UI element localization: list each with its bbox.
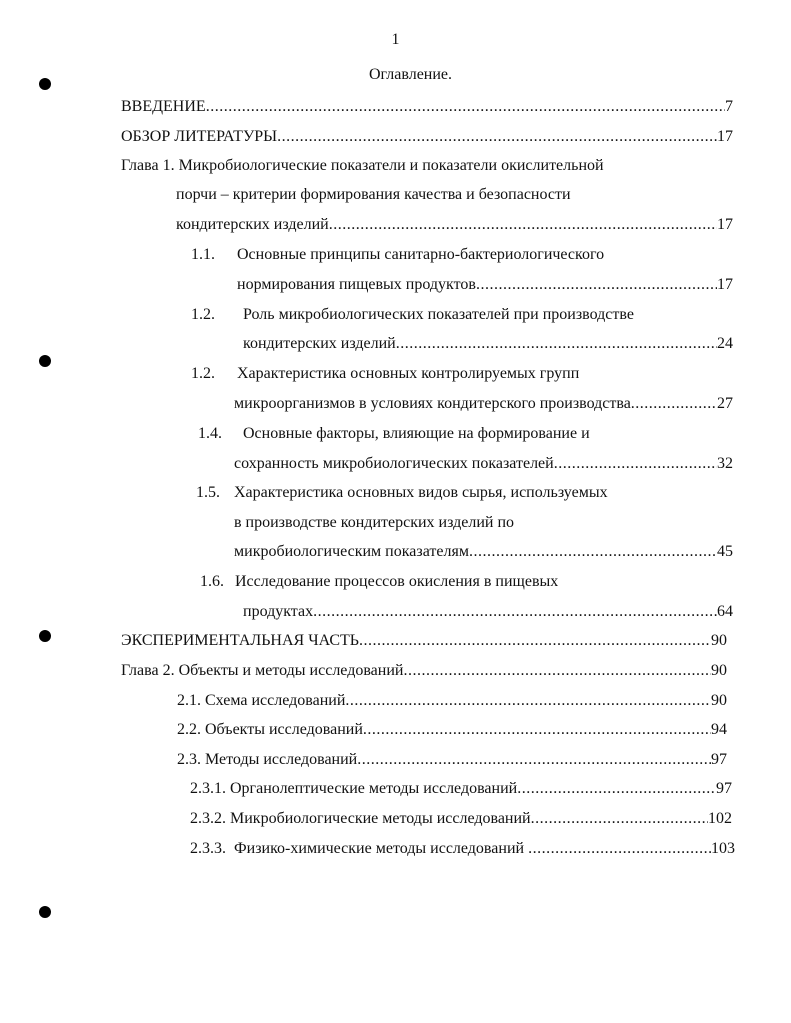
page-number: 1	[391, 31, 400, 48]
toc-title: Оглавление.	[368, 66, 453, 83]
toc-entry-text: Роль микробиологических показателей при производстве	[243, 306, 634, 323]
leader-dots	[359, 630, 711, 652]
leader-dots	[469, 541, 717, 563]
toc-entry-text: ОБЗОР ЛИТЕРАТУРЫ	[121, 128, 278, 145]
punch-hole-mark	[39, 355, 51, 367]
toc-entry-page: 97	[716, 780, 732, 797]
toc-entry	[196, 482, 608, 504]
toc-entry	[176, 214, 733, 236]
toc-entry-text: нормирования пищевых продуктов	[237, 276, 476, 293]
toc-entry	[121, 126, 733, 148]
toc-entry-text: ВВЕДЕНИЕ	[121, 98, 206, 115]
toc-entry	[121, 96, 733, 118]
toc-entry	[243, 333, 733, 355]
toc-entry	[121, 630, 727, 652]
leader-dots	[517, 778, 716, 800]
toc-entry-text: Характеристика основных контролируемых групп	[237, 365, 580, 382]
toc-entry-text: кондитерских изделий	[243, 335, 396, 352]
toc-entry-page: 27	[717, 395, 733, 412]
toc-entry-text: кондитерских изделий	[176, 216, 329, 233]
toc-entry-text: 2.3.2. Микробиологические методы исследований	[190, 810, 531, 827]
punch-hole-mark	[39, 906, 51, 918]
toc-entry	[243, 601, 733, 623]
toc-entry-text: порчи – критерии формирования качества и безопасности	[176, 186, 571, 203]
leader-dots	[277, 126, 717, 148]
toc-entry-text: Глава 2. Объекты и методы исследований	[121, 662, 404, 679]
leader-dots	[396, 333, 717, 355]
toc-entry	[234, 393, 733, 415]
toc-entry	[234, 453, 733, 475]
leader-dots	[476, 274, 717, 296]
toc-entry-text: Глава 1. Микробиологические показатели и показатели окислительной	[121, 157, 604, 174]
toc-entry-number: 1.4.	[198, 425, 222, 442]
toc-entry	[190, 838, 735, 860]
toc-entry-text: продуктах	[243, 603, 314, 620]
leader-dots	[206, 96, 725, 118]
toc-entry	[177, 719, 727, 741]
toc-entry	[190, 778, 732, 800]
leader-dots	[329, 214, 717, 236]
toc-entry-text: 2.1. Схема исследований	[177, 692, 346, 709]
toc-entry-page: 32	[717, 455, 733, 472]
toc-entry-page: 17	[717, 216, 733, 233]
leader-dots	[357, 749, 711, 771]
toc-entry-page: 90	[711, 632, 727, 649]
toc-entry-text: Характеристика основных видов сырья, используемых	[234, 484, 608, 501]
toc-entry-text: ЭКСПЕРИМЕНТАЛЬНАЯ ЧАСТЬ	[121, 632, 359, 649]
toc-entry-page: 90	[711, 692, 727, 709]
toc-entry-number: 1.2.	[191, 365, 215, 382]
toc-entry-page: 17	[717, 128, 733, 145]
toc-entry-page: 102	[708, 810, 732, 827]
toc-entry-text: Исследование процессов окисления в пищевых	[235, 573, 559, 590]
leader-dots	[554, 453, 717, 475]
toc-entry	[200, 571, 558, 593]
toc-entry-number: 1.1.	[191, 246, 215, 263]
toc-entry-page: 94	[711, 721, 727, 738]
toc-entry-text: 2.3.1. Органолептические методы исследований	[190, 780, 518, 797]
toc-entry-page: 24	[717, 335, 733, 352]
toc-entry	[177, 749, 727, 771]
toc-entry-page: 7	[725, 98, 733, 115]
toc-entry-text: Основные принципы санитарно-бактериологического	[237, 246, 605, 263]
toc-entry-text: в производстве кондитерских изделий по	[234, 514, 515, 531]
toc-entry-text: Основные факторы, влияющие на формирование и	[243, 425, 590, 442]
toc-entry	[234, 541, 733, 563]
toc-entry-page: 103	[711, 840, 735, 857]
toc-entry-page: 97	[711, 751, 727, 768]
toc-entry-page: 45	[717, 543, 733, 560]
toc-entry-page: 64	[717, 603, 733, 620]
toc-entry	[191, 304, 634, 326]
toc-entry-page: 17	[717, 276, 733, 293]
toc-entry-text: микробиологическим показателям	[234, 543, 469, 560]
toc-entry-text: сохранность микробиологических показателей	[234, 455, 554, 472]
leader-dots	[531, 808, 708, 830]
toc-entry	[177, 690, 727, 712]
toc-entry-page: 90	[711, 662, 727, 679]
punch-hole-mark	[39, 630, 51, 642]
leader-dots	[631, 393, 717, 415]
toc-entry	[191, 244, 604, 266]
toc-entry-number: 1.5.	[196, 484, 220, 501]
leader-dots	[313, 601, 717, 623]
leader-dots	[403, 660, 711, 682]
toc-entry	[198, 423, 590, 445]
toc-entry-text: 2.3.3. Физико-химические методы исследований	[190, 840, 529, 857]
toc-entry-text: микроорганизмов в условиях кондитерского производства	[234, 395, 631, 412]
leader-dots	[363, 719, 711, 741]
leader-dots	[528, 838, 711, 860]
leader-dots	[345, 690, 711, 712]
toc-entry	[190, 808, 732, 830]
toc-entry-number: 1.6.	[200, 573, 224, 590]
toc-entry-text: 2.2. Объекты исследований	[177, 721, 363, 738]
toc-entry	[191, 363, 579, 385]
toc-entry	[121, 660, 727, 682]
toc-entry-text: 2.3. Методы исследований	[177, 751, 358, 768]
toc-entry-number: 1.2.	[191, 306, 215, 323]
toc-entry	[237, 274, 733, 296]
